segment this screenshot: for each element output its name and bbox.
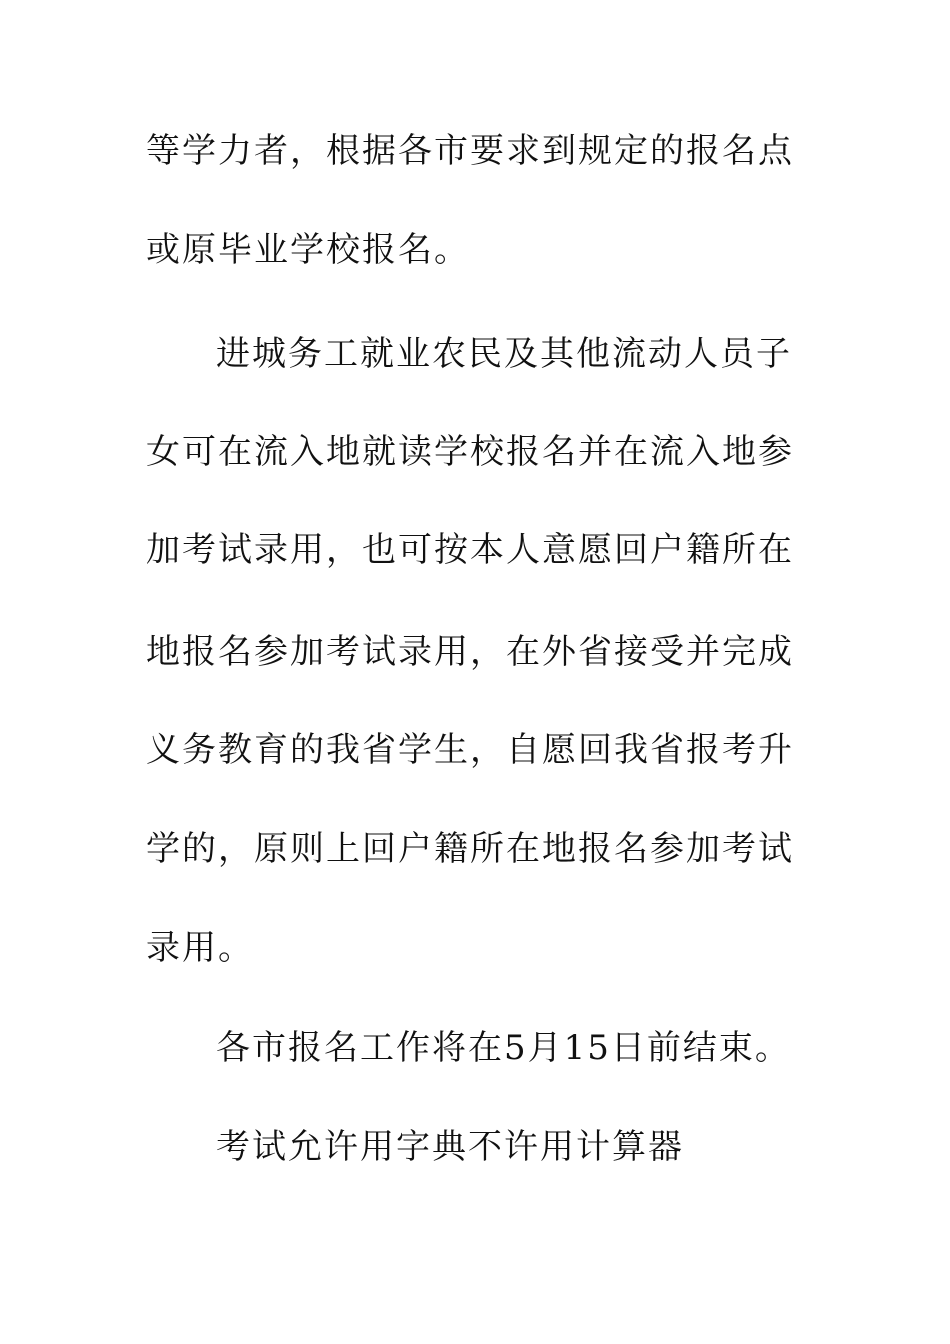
paragraph-line: 录用。 bbox=[146, 928, 254, 968]
paragraph-line: 或原毕业学校报名。 bbox=[146, 230, 470, 270]
paragraph-line: 女可在流入地就读学校报名并在流入地参 bbox=[146, 432, 794, 472]
paragraph-line: 进城务工就业农民及其他流动人员子 bbox=[216, 334, 792, 374]
paragraph-line: 义务教育的我省学生，自愿回我省报考升 bbox=[146, 730, 794, 770]
paragraph-line: 学的，原则上回户籍所在地报名参加考试 bbox=[146, 829, 794, 869]
paragraph-line: 各市报名工作将在5月15日前结束。 bbox=[216, 1028, 791, 1068]
paragraph-line: 地报名参加考试录用，在外省接受并完成 bbox=[146, 632, 794, 672]
paragraph-line: 等学力者，根据各市要求到规定的报名点 bbox=[146, 131, 794, 171]
paragraph-line: 考试允许用字典不许用计算器 bbox=[216, 1127, 684, 1167]
paragraph-line: 加考试录用，也可按本人意愿回户籍所在 bbox=[146, 530, 794, 570]
